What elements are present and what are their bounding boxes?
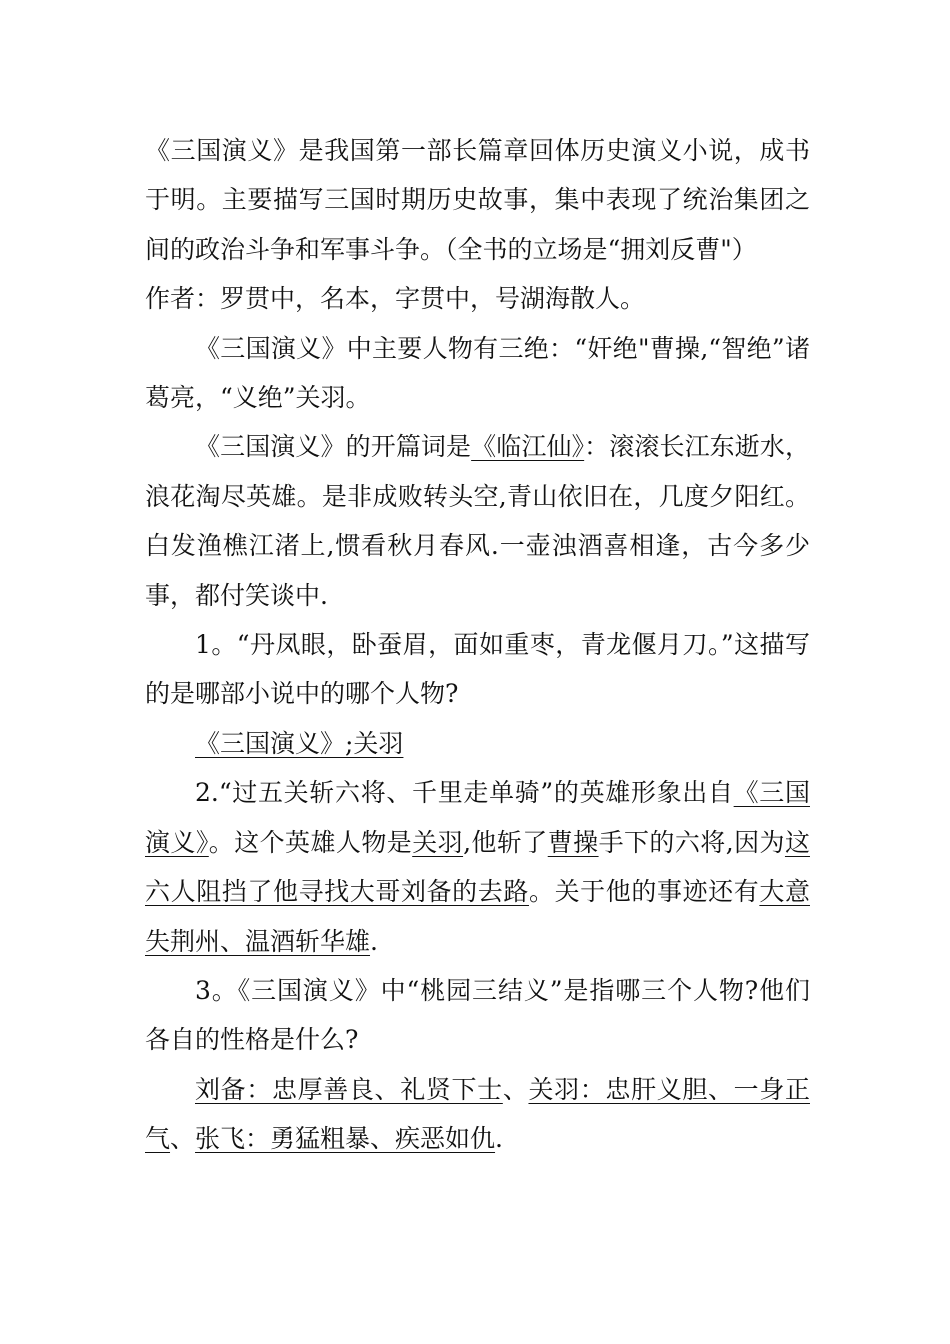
answer-3 <box>145 1065 810 1164</box>
author-paragraph <box>145 274 810 323</box>
question-2-part2: 。这个英雄人物是 <box>208 827 413 857</box>
answer-3-zhangfei: 张飞：勇猛粗暴、疾恶如仇 <box>195 1124 496 1154</box>
document-body <box>145 126 810 1164</box>
question-2-part5: 。关于他的事迹还有 <box>528 877 760 907</box>
question-2-blank-reason: 这六人阻挡了他寻找大哥刘备的去路 <box>145 827 810 907</box>
question-1-text: 1。“丹凤眼，卧蚕眉，面如重枣，青龙偃月刀。”这描写的是哪部小说中的哪个人物? <box>145 630 810 709</box>
question-1 <box>145 620 810 719</box>
question-2-part4: 手下的六将,因为 <box>598 827 785 857</box>
answer-3-end: . <box>495 1124 503 1154</box>
opening-poem-paragraph <box>145 422 810 620</box>
answer-3-sep1: 、 <box>502 1074 529 1104</box>
opening-poem-prefix: 《三国演义》的开篇词是 <box>195 432 472 462</box>
question-2-part1: 2.“过五关斩六将、千里走单骑”的英雄形象出自 <box>195 778 734 808</box>
question-3-text: 3。《三国演义》中“桃园三结义”是指哪三个人物?他们各自的性格是什么? <box>145 975 810 1055</box>
author-text: 作者：罗贯中，名本，字贯中，号湖海散人。 <box>145 284 646 314</box>
question-2 <box>145 768 810 966</box>
answer-1-text: 《三国演义》;关羽 <box>195 728 404 758</box>
question-2-part6: . <box>370 926 378 956</box>
answer-3-sep2: 、 <box>170 1124 196 1154</box>
question-2-part3: ,他斩了 <box>463 827 548 857</box>
question-2-blank-hero: 关羽 <box>412 827 464 857</box>
question-2-blank-book: 《三国演义》 <box>145 778 810 857</box>
opening-poem-text: ：滚滚长江东逝水，浪花淘尽英雄。是非成败转头空,青山依旧在，几度夕阳红。白发渔樵江渚上,惯看秋月春风.一壶浊酒喜相逢，古今多少事，都付笑谈中. <box>145 432 810 610</box>
answer-3-guanyu: 关羽：忠肝义胆、一身正气 <box>145 1074 810 1154</box>
question-2-blank-deeds: 大意失荆州、温酒斩华雄 <box>145 877 810 956</box>
three-peaks-paragraph <box>145 324 810 423</box>
opening-poem-title: 《临江仙》 <box>471 432 585 462</box>
intro-text: 《三国演义》是我国第一部长篇章回体历史演义小说，成书于明。主要描写三国时期历史故事，集中表现了统治集团之间的政治斗争和军事斗争。（全书的立场是“拥刘反曹"） <box>145 136 810 264</box>
question-2-blank-lord: 曹操 <box>547 827 599 857</box>
intro-paragraph <box>145 126 810 274</box>
question-3 <box>145 966 810 1065</box>
answer-3-liubei: 刘备：忠厚善良、礼贤下士 <box>195 1074 503 1104</box>
answer-1 <box>145 719 810 768</box>
three-peaks-text: 《三国演义》中主要人物有三绝：“奸绝"曹操,“智绝”诸葛亮，“义绝”关羽。 <box>145 333 810 413</box>
